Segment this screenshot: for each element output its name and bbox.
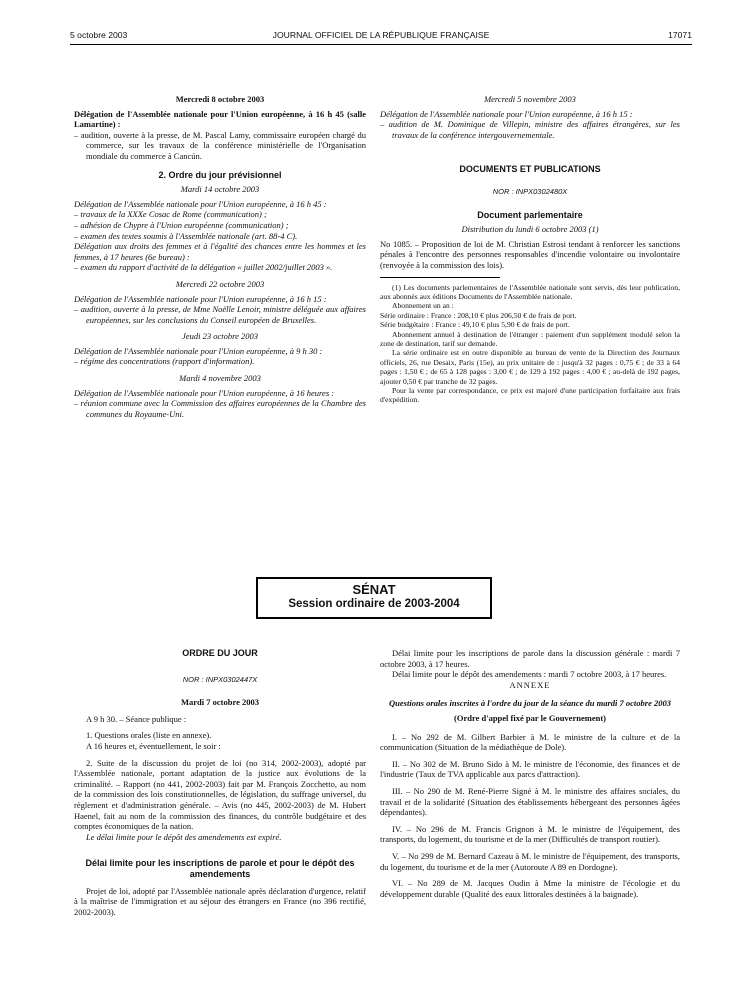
section-title: 2. Ordre du jour prévisionnel [158,169,282,180]
delegation-line: Délégation de l'Assemblée nationale pour l'Union européenne, à 16 heures : [74,387,335,398]
date-heading: Mercredi 22 octobre 2003 [175,278,265,289]
delegation-line: Délégation de l'Assemblée nationale pour l'Union européenne, à 16 h 15 : [380,108,633,119]
footnote-line: Abonnement annuel à destination de l'étranger : paiement d'un supplément modulé selon la zone de destination, tarif sur demande. [380,329,680,348]
questions-title: Questions orales inscrites à l'ordre du jour de la séance du mardi 7 octobre 2003 [389,698,671,709]
paragraph: A 9 h 30. – Séance publique : [86,713,187,724]
nor-reference: NOR : INPX0302447X [182,674,258,684]
agenda-item: – régime des concentrations (rapport d'information). [74,356,255,367]
date-heading: Mardi 7 octobre 2003 [181,697,259,708]
footnote [380,283,680,405]
paragraph: 2. Suite de la discussion du projet de loi (no 314, 2002-2003), adopté par l'Assemblée nationale, portant adaptation de la justice aux évolutions de la criminalité. – Rapport (no 441, 2002-2003) fait par M. François Zocchetto, au nom de la commission des lois constitutionnelles, de législation, du suffrage universel, du règlement et d'administration générale. – Avis (no 445, 2002-2003) de M. Hubert Haenel, fait au nom de la commission des finances, du contrôle budgétaire et des comptes économiques de la nation. [74,757,366,832]
subsection-title: Document parlementaire [477,209,583,220]
delegation-line: Délégation de l'Assemblée nationale pour l'Union européenne, à 16 h 45 : [74,198,327,209]
subsection-title: Délai limite pour les inscriptions de parole et pour le dépôt des amendements [85,858,355,879]
paragraph: Le délai limite pour le dépôt des amendements est expiré. [86,831,282,842]
column-assemblee-left [74,94,366,419]
agenda-item: – audition, ouverte à la presse, de Mme Noëlle Lenoir, ministre déléguée aux affaires européennes, sur les conclusions du Conseil européen de Bruxelles. [74,304,366,325]
delegation-line: Délégation aux droits des femmes et à l'égalité des chances entre les hommes et les femmes, à 17 heures (6e bureau) : [74,241,366,262]
header-page-number: 17071 [668,30,692,40]
header-date: 5 octobre 2003 [70,30,128,40]
question-item: I. – No 292 de M. Gilbert Barbier à M. le ministre de la culture et de la communication (Situation de la médiathèque de Dole). [380,731,680,753]
footnote-divider [380,277,500,278]
agenda-item: – examen du rapport d'activité de la délégation « juillet 2002/juillet 2003 ». [74,262,333,273]
distribution-line: Distribution du lundi 6 octobre 2003 (1) [461,224,599,235]
header-journal-title: JOURNAL OFFICIEL DE LA RÉPUBLIQUE FRANÇAISE [272,30,490,40]
section-title: DOCUMENTS ET PUBLICATIONS [459,164,601,175]
column-assemblee-right [380,94,680,405]
agenda-item: – audition, ouverte à la presse, de M. Pascal Lamy, commissaire européen chargé du commerce, sur les travaux de la conférence ministérielle de l'Organisation mondiale du commerce à Cancún. [74,129,366,161]
date-heading: Jeudi 23 octobre 2003 [182,331,258,342]
agenda-item: – audition de M. Dominique de Villepin, ministre des affaires étrangères, sur les travaux de la conférence intergouvernementale. [380,119,680,140]
nor-reference: NOR : INPX0302480X [492,186,568,196]
date-heading: Mardi 14 octobre 2003 [180,184,260,195]
column-senat-right [380,648,680,899]
footnote-line: Série budgétaire : France : 49,10 € plus 5,90 € de frais de port. [380,320,570,330]
paragraph: A 16 heures et, éventuellement, le soir : [86,740,221,751]
agenda-item: – réunion commune avec la Commission des affaires européennes de la Chambre des communes du Royaume-Uni. [74,398,366,419]
question-item: V. – No 299 de M. Bernard Cazeau à M. le ministre de l'équipement, des transports, du logement, du tourisme et de la mer (Autoroute A 89 en Dordogne). [380,850,680,872]
date-heading: Mercredi 8 octobre 2003 [175,94,265,104]
senat-title: SÉNAT [352,582,396,597]
footnote-line: La série ordinaire est en outre disponible au bureau de vente de la Direction des Journaux officiels, 26, rue Desaix, Paris (15e), au prix unitaire de : jusqu'à 32 pages : 0,75 € ; de 33 à 64 pages : 1,50 € ; de 65 à 128 pages : 3,00 € ; de 129 à 192 pages : 4,00 € ; au-delà de 192 pages, ajouter 0,50 € par tranche de 32 pages. [380,348,680,386]
paragraph: Projet de loi, adopté par l'Assemblée nationale après déclaration d'urgence, relatif à la maîtrise de l'immigration et au séjour des étrangers en France (no 396 rectifié, 2002-2003). [74,885,366,917]
question-item: IV. – No 296 de M. Francis Grignon à M. le ministre de l'équipement, des transports, du logement, du tourisme et de la mer (Difficultés de transport routier). [380,823,680,845]
question-item: II. – No 302 de M. Bruno Sido à M. le ministre de l'économie, des finances et de l'industrie (Taux de TVA applicable aux parcs d'attraction). [380,758,680,780]
question-item: VI. – No 289 de M. Jacques Oudin à Mme la ministre de l'écologie et du développement durable (Qualité des eaux littorales destinées à la baignade). [380,878,680,899]
delegation-line: Délégation de l'Assemblée nationale pour l'Union européenne, à 16 h 15 : [74,293,327,304]
agenda-item: – examen des textes soumis à l'Assemblée nationale (art. 88-4 C). [74,230,298,241]
delegation-line: Délégation de l'Assemblée nationale pour l'Union européenne, à 9 h 30 : [74,345,323,356]
footnote-line: Pour la vente par correspondance, ce prix est majoré d'une participation forfaitaire aux frais d'expédition. [380,386,680,405]
delegation-line: Délégation de l'Assemblée nationale pour l'Union européenne, à 16 h 45 (salle Lamartine) : [74,108,366,130]
agenda-item: – travaux de la XXXe Cosac de Rome (communication) ; [74,209,267,220]
section-title: ORDRE DU JOUR [182,648,258,658]
paragraph: 1. Questions orales (liste en annexe). [86,730,212,741]
page-header [70,28,692,45]
column-senat-left [74,648,366,917]
document-item: No 1085. – Proposition de loi de M. Christian Estrosi tendant à renforcer les sanctions pénales à l'encontre des personnes responsables d'incendie volontaire ou involontaire (renvoyée à la commission des lois). [380,238,680,270]
footnote-line: Abonnement un an : [392,301,454,311]
agenda-item: – adhésion de Chypre à l'Union européenne (communication) ; [74,219,289,230]
date-heading: Mercredi 5 novembre 2003 [484,94,576,104]
footnote-line: Série ordinaire : France : 208,10 € plus 206,50 € de frais de port. [380,310,577,320]
question-item: III. – No 290 de M. René-Pierre Signé à M. le ministre des affaires sociales, du travail et de la solidarité (Situation des établissements hébergeant des personnes âgées dépendantes). [380,785,680,818]
footnote-line: (1) Les documents parlementaires de l'Assemblée nationale sont servis, dès leur publication, aux abonnés aux éditions Documents de l'Assemblée nationale. [380,282,680,301]
senat-session: Session ordinaire de 2003-2004 [288,598,460,610]
annexe-title: ANNEXE [509,679,551,690]
paragraph: Délai limite pour les inscriptions de parole dans la discussion générale : mardi 7 octobre 2003, à 17 heures. [380,648,680,669]
date-heading: Mardi 4 novembre 2003 [179,373,261,384]
paragraph: Délai limite pour le dépôt des amendements : mardi 7 octobre 2003, à 17 heures. [392,669,667,680]
questions-subtitle: (Ordre d'appel fixé par le Gouvernement) [454,712,606,723]
senat-banner [256,577,492,619]
